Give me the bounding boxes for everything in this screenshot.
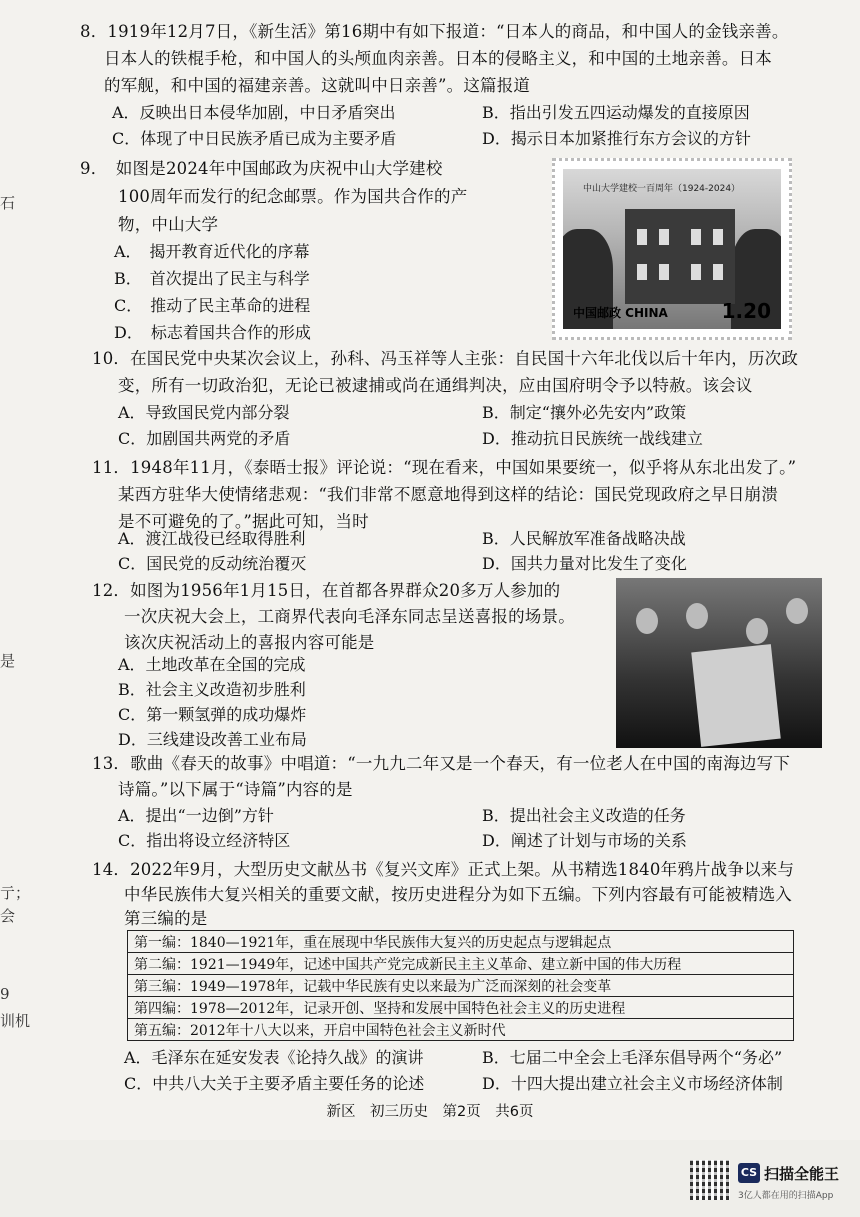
edge-fragment: 会 [0,907,16,925]
scanner-app-tagline: 3亿人都在用的扫描App [738,1191,834,1201]
stamp-banner: 中山大学建校一百周年（1924-2024） [583,184,741,194]
university-building [625,209,735,304]
q12-stem-line: 12．如图为1956年1月15日，在首都各界群众20多万人参加的 [92,581,561,600]
edge-fragment: 9 [0,985,10,1003]
q8-option-b: B．指出引发五四运动爆发的直接原因 [482,103,750,122]
table-cell: 第一编：1840—1921年，重在展现中华民族伟大复兴的历史起点与逻辑起点 [128,931,794,953]
q11-option-d: D．国共力量对比发生了变化 [482,554,687,573]
q13-stem-line: 13．歌曲《春天的故事》中唱道：“一九九二年又是一个春天，有一位老人在中国的南海边写下 [92,754,791,773]
table-row [128,975,794,997]
q8-stem-line: 8．1919年12月7日，《新生活》第16期中有如下报道：“日本人的商品，和中国人的金钱亲善。 [80,22,789,41]
q12-option-c: C．第一颗氢弹的成功爆炸 [118,705,307,724]
q8-option-c: C．体现了中日民族矛盾已成为主要矛盾 [112,129,397,148]
table-cell: 第五编：2012年十八大以来，开启中国特色社会主义新时代 [128,1019,794,1041]
q14-stem-line: 第三编的是 [124,909,208,928]
celebration-photo [616,578,822,748]
q14-option-c: C．中共八大关于主要矛盾主要任务的论述 [124,1074,425,1093]
stamp-post-label: 中国邮政 CHINA [573,306,668,320]
table-cell: 第四编：1978—2012年，记录开创、坚持和发展中国特色社会主义的历史进程 [128,997,794,1019]
q9-option-b: B． 首次提出了民主与科学 [114,269,310,288]
table-row [128,953,794,975]
edge-fragment: 亍； [0,884,31,902]
q10-option-c: C．加剧国共两党的矛盾 [118,429,291,448]
stamp-face-value: 1.20 [721,299,771,323]
edge-fragment: 石 [0,194,16,212]
q10-option-d: D．推动抗日民族统一战线建立 [482,429,703,448]
q12-option-d: D．三线建设改善工业布局 [118,730,307,749]
table-cell: 第三编：1949—1978年，记载中华民族有史以来最为广泛而深刻的社会变革 [128,975,794,997]
celebration-poster [691,644,780,747]
q11-option-b: B．人民解放军准备战略决战 [482,529,686,548]
q13-option-a: A．提出“一边倒”方针 [118,806,274,825]
q10-stem-line: 变，所有一切政治犯，无论已被逮捕或尚在通缉判决，应由国府明令予以特赦。该会议 [118,376,753,395]
q13-stem-line: 诗篇。”以下属于“诗篇”内容的是 [118,780,353,799]
q14-stem-line: 14．2022年9月，大型历史文献丛书《复兴文库》正式上架。从书精选1840年鸦片战争以来与 [92,860,795,879]
camscanner-logo-icon: CS [738,1163,760,1183]
edge-fragment: 是 [0,652,16,670]
q9-option-d: D． 标志着国共合作的形成 [114,323,311,342]
q9-option-a: A． 揭开教育近代化的序幕 [114,242,310,261]
q14-option-b: B．七届二中全会上毛泽东倡导两个“务必” [482,1048,783,1067]
q13-option-d: D．阐述了计划与市场的关系 [482,831,687,850]
q13-option-c: C．指出将设立经济特区 [118,831,291,850]
q9-option-c: C． 推动了民主革命的进程 [114,296,311,315]
scanner-app-name: 扫描全能王 [764,1165,840,1183]
q11-stem-line: 是不可避免的了。”据此可知，当时 [118,512,369,531]
q11-option-a: A．渡江战役已经取得胜利 [118,529,306,548]
page-footer: 新区 初三历史 第2页 共6页 [326,1104,534,1120]
q12-option-b: B．社会主义改造初步胜利 [118,680,306,699]
table-row [128,931,794,953]
q11-stem-line: 11．1948年11月，《泰晤士报》评论说：“现在看来，中国如果要统一，似乎将从东北出发了。” [92,458,797,477]
q8-option-a: A．反映出日本侵华加剧，中日矛盾突出 [112,103,396,122]
q8-stem-line: 日本人的铁棍手枪，和中国人的头颅血肉亲善。日本的侵略主义，和中国的土地亲善。日本 [104,49,772,68]
q10-option-b: B．制定“攘外必先安内”政策 [482,403,687,422]
q9-stem-line: 物，中山大学 [118,215,219,234]
q14-option-a: A．毛泽东在延安发表《论持久战》的演讲 [124,1048,424,1067]
q10-option-a: A．导致国民党内部分裂 [118,403,290,422]
edge-fragment: 训机 [0,1012,31,1030]
table-row [128,1019,794,1041]
q14-stem-line: 中华民族伟大复兴相关的重要文献，按历史进程分为如下五编。下列内容最有可能被精选入 [124,885,792,904]
q12-option-a: A．土地改革在全国的完成 [118,655,306,674]
volume-table [127,930,794,1041]
q13-option-b: B．提出社会主义改造的任务 [482,806,686,825]
q9-stem-line: 9． 如图是2024年中国邮政为庆祝中山大学建校 [80,159,443,178]
q9-stem-line: 100周年而发行的纪念邮票。作为国共合作的产 [118,187,468,206]
table-cell: 第二编：1921—1949年，记述中国共产党完成新民主主义革命、建立新中国的伟大历程 [128,953,794,975]
q8-option-d: D．揭示日本加紧推行东方会议的方针 [482,129,751,148]
commemorative-stamp-image [552,158,792,340]
q14-option-d: D．十四大提出建立社会主义市场经济体制 [482,1074,783,1093]
q11-stem-line: 某西方驻华大使情绪悲观：“我们非常不愿意地得到这样的结论：国民党现政府之早日崩溃 [118,485,778,504]
q8-stem-line: 的军舰，和中国的福建亲善。这就叫中日亲善”。这篇报道 [104,76,531,95]
q10-stem-line: 10．在国民党中央某次会议上，孙科、冯玉祥等人主张：自民国十六年北伐以后十年内，历次政 [92,349,799,368]
q11-option-c: C．国民党的反动统治覆灭 [118,554,307,573]
q12-stem-line: 该次庆祝活动上的喜报内容可能是 [124,633,375,652]
q12-stem-line: 一次庆祝大会上，工商界代表向毛泽东同志呈送喜报的场景。 [124,607,575,626]
table-row [128,997,794,1019]
